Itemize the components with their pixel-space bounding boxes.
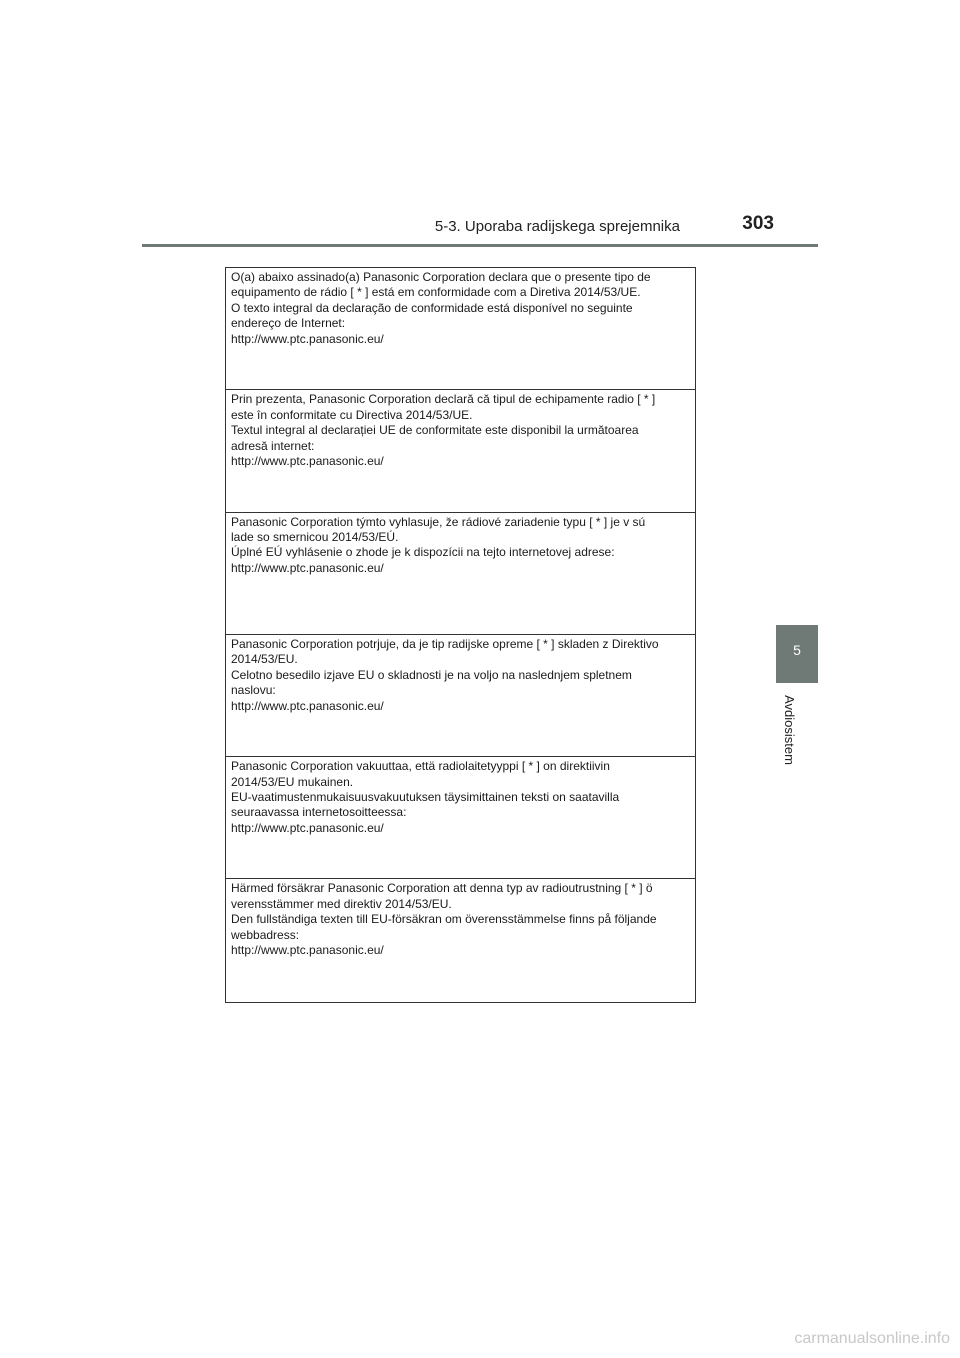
declaration-url: http://www.ptc.panasonic.eu/ xyxy=(231,698,384,713)
declaration-line: 2014/53/EU mukainen. xyxy=(231,774,354,789)
page-number: 303 xyxy=(742,213,774,234)
declaration-line: naslovu: xyxy=(231,683,276,698)
declaration-cell-slovak xyxy=(226,513,695,635)
declaration-line: O texto integral da declaração de conformidade está disponível no seguinte xyxy=(231,300,633,315)
declaration-url: http://www.ptc.panasonic.eu/ xyxy=(231,943,384,958)
declaration-line: O(a) abaixo assinado(a) Panasonic Corporation declara que o presente tipo de xyxy=(231,270,651,284)
footer-watermark: carmanualsonline.info xyxy=(794,1330,950,1347)
declaration-cell-finnish xyxy=(226,757,695,879)
chapter-number: 5 xyxy=(793,642,801,658)
declaration-cell-romanian xyxy=(226,390,695,512)
declaration-cell-slovenian xyxy=(226,635,695,757)
chapter-name: Avdiosistem xyxy=(782,695,797,765)
declaration-url: http://www.ptc.panasonic.eu/ xyxy=(231,453,384,468)
declaration-line: adresă internet: xyxy=(231,438,315,453)
declaration-line: lade so smernicou 2014/53/EÚ. xyxy=(231,530,399,544)
declaration-line: Panasonic Corporation potrjuje, da je tip radijske opreme [ * ] skladen z Direktivo xyxy=(231,636,659,651)
declaration-url: http://www.ptc.panasonic.eu/ xyxy=(231,820,384,835)
declaration-line: seuraavassa internetosoitteessa: xyxy=(231,805,407,820)
declaration-line: Textul integral al declarației UE de conformitate este disponibil la următoarea xyxy=(231,423,639,438)
declaration-line: webbadress: xyxy=(231,927,300,942)
declaration-line: Panasonic Corporation vakuuttaa, että radiolaitetyyppi [ * ] on direktiivin xyxy=(231,759,610,774)
declaration-table xyxy=(225,267,696,1003)
declaration-line: Härmed försäkrar Panasonic Corporation att denna typ av radioutrustning [ * ] ö xyxy=(231,881,653,896)
declaration-line: verensstämmer med direktiv 2014/53/EU. xyxy=(231,896,452,911)
declaration-line: equipamento de rádio [ * ] está em conformidade com a Diretiva 2014/53/UE. xyxy=(231,285,641,300)
declaration-line: Den fullständiga texten till EU-försäkran om överensstämmelse finns på följande xyxy=(231,912,657,927)
section-title: 5-3. Uporaba radijskega sprejemnika xyxy=(434,218,680,235)
declaration-url: http://www.ptc.panasonic.eu/ xyxy=(231,560,384,575)
header-rule xyxy=(142,244,818,247)
declaration-line: Panasonic Corporation týmto vyhlasuje, že rádiové zariadenie typu [ * ] je v sú xyxy=(231,514,646,529)
chapter-tab[interactable] xyxy=(776,625,818,683)
declaration-cell-swedish xyxy=(226,879,695,1001)
declaration-line: 2014/53/EU. xyxy=(231,652,298,667)
declaration-cell-portuguese xyxy=(226,268,695,390)
declaration-line: Celotno besedilo izjave EU o skladnosti je na voljo na naslednjem spletnem xyxy=(231,667,632,682)
declaration-url: http://www.ptc.panasonic.eu/ xyxy=(231,331,384,346)
declaration-line: este în conformitate cu Directiva 2014/53/UE. xyxy=(231,407,473,422)
declaration-line: Úplné EÚ vyhlásenie o zhode je k dispozícii na tejto internetovej adrese: xyxy=(231,545,615,560)
declaration-line: Prin prezenta, Panasonic Corporation declară că tipul de echipamente radio [ * ] xyxy=(231,392,656,407)
declaration-line: EU-vaatimustenmukaisuusvakuutuksen täysimittainen teksti on saatavilla xyxy=(231,790,620,804)
declaration-line: endereço de Internet: xyxy=(231,316,346,331)
